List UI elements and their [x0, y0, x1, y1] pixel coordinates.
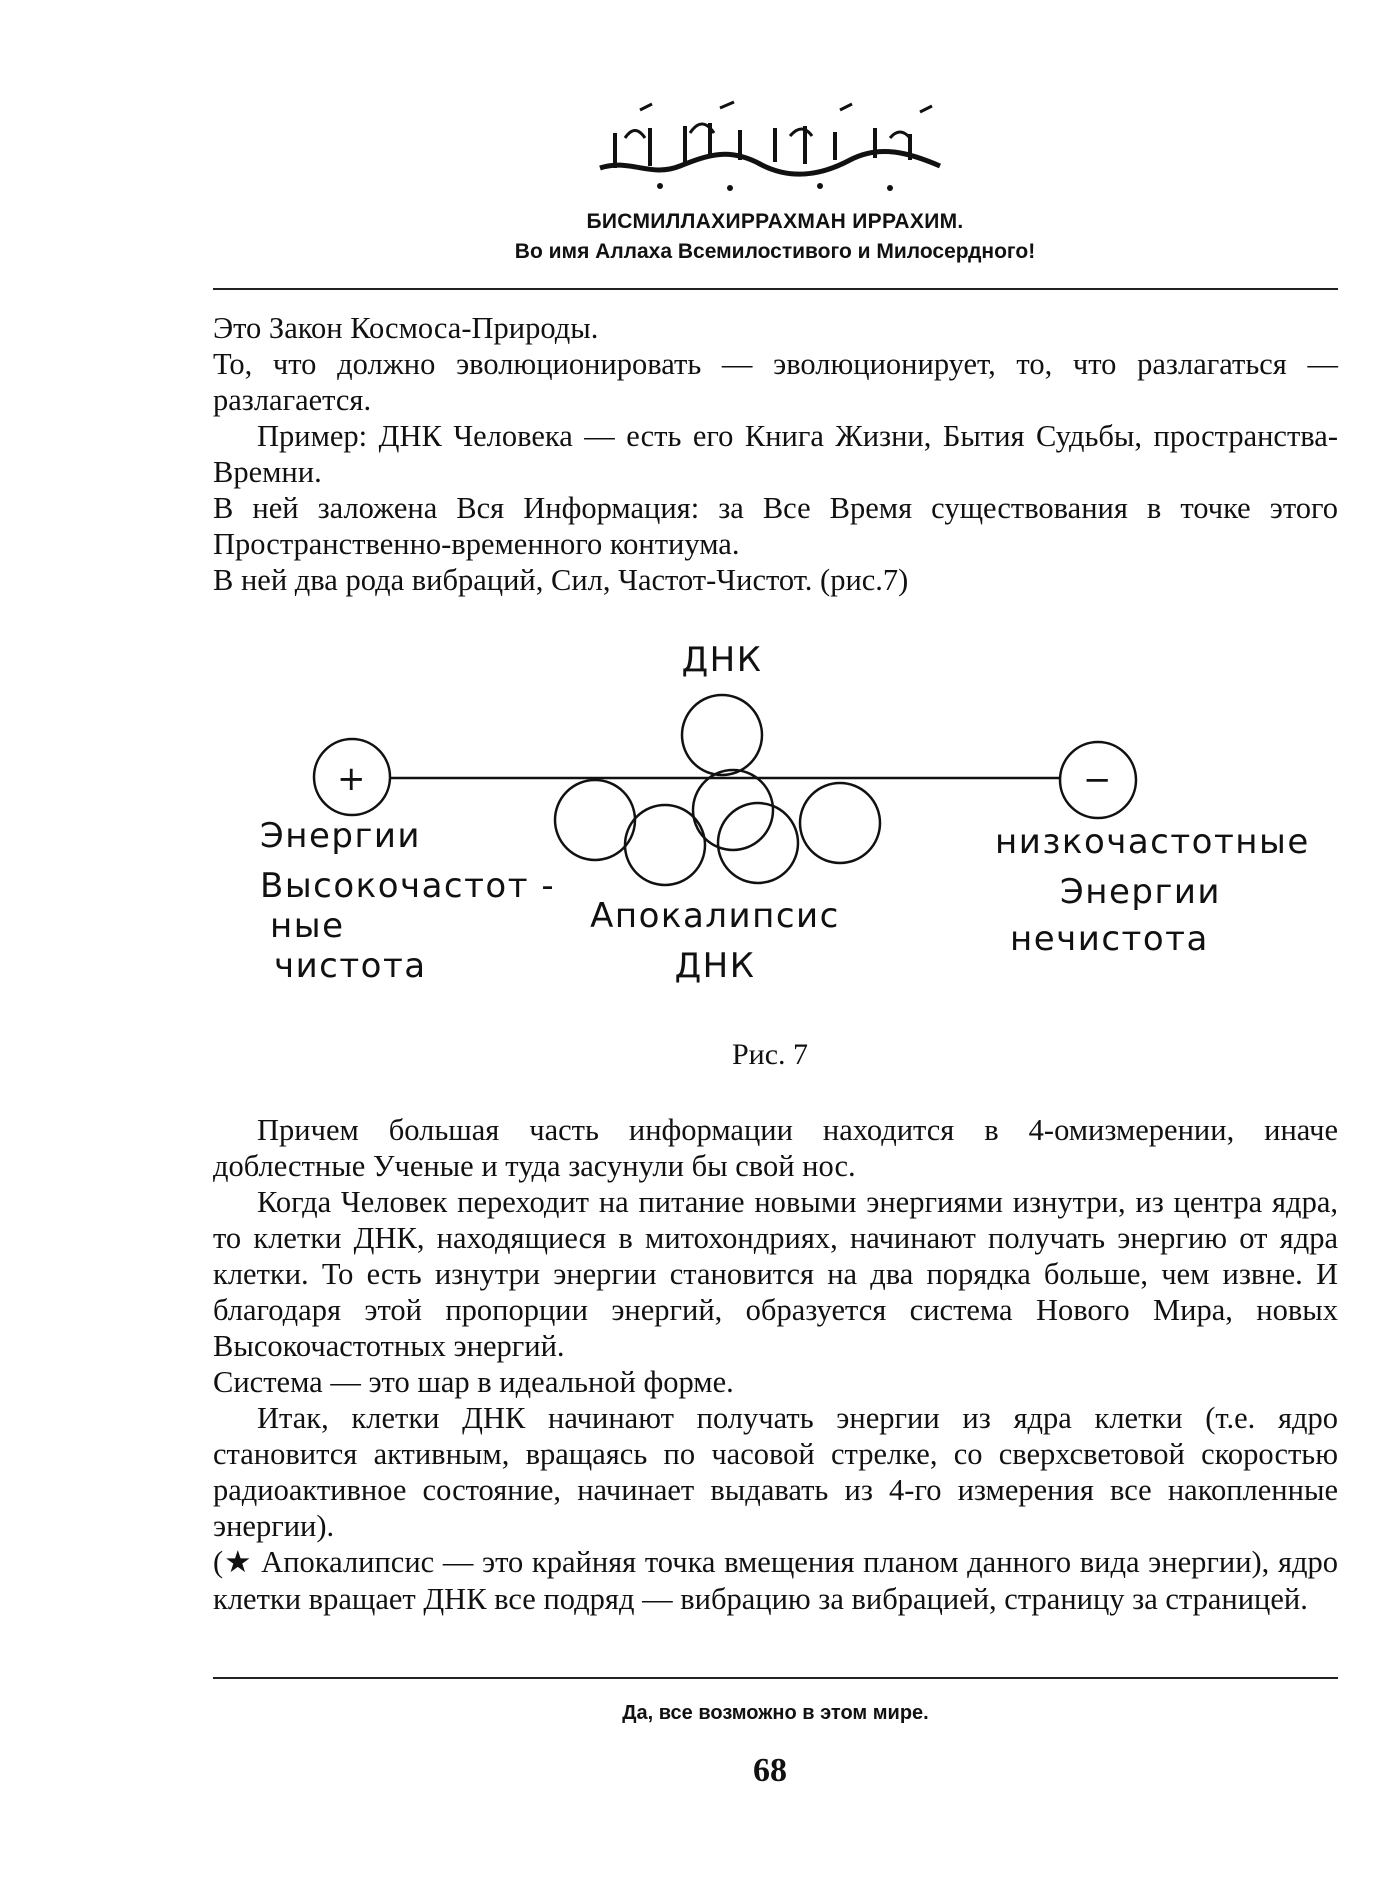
right-label-line: нечистота — [1010, 919, 1209, 959]
dna-circle — [800, 783, 880, 863]
dna-circle — [682, 695, 762, 775]
star-icon: ★ — [223, 1545, 253, 1580]
right-label-line: Энергии — [1060, 872, 1222, 912]
dna-circle — [693, 770, 773, 850]
paragraph: Итак, клетки ДНК начинают получать энергии из ядра клетки (т.е. ядро становится активным, вращаясь по часовой стрелке, со сверхсветовой скоростью радиоактивное состояние, начинает выдавать из 4-го измерения все накопленные энергии). — [213, 1401, 1338, 1543]
left-label-line: Высокочастот - — [260, 866, 556, 906]
figure-caption: Рис. 7 — [731, 1038, 809, 1071]
footer-motto: Да, все возможно в этом мире. — [622, 1702, 929, 1724]
center-label-line: ДНК — [674, 946, 756, 986]
page-number: 68 — [753, 1752, 787, 1789]
body-text-top — [213, 310, 1338, 598]
page-header-subtitle: Во имя Аллаха Всемилостивого и Милосердного! — [514, 240, 1036, 263]
dna-circle — [555, 780, 635, 860]
paragraph-text: Апокалипсис — это крайняя точка вмещения планом данного вида энергии), ядро клетки вращает ДНК все подряд — вибрацию за вибрацией, страницу за страницей. — [213, 1545, 1338, 1616]
paragraph: Система — это шар в идеальной форме. — [213, 1365, 734, 1399]
center-label-line: Апокалипсис — [590, 896, 840, 936]
paragraph: Пример: ДНК Человека — есть его Книга Жизни, Бытия Судьбы, пространства-Времни. — [213, 419, 1338, 489]
minus-symbol: − — [1083, 760, 1113, 800]
open-paren: ( — [213, 1545, 224, 1579]
dna-diagram — [240, 625, 1340, 1005]
body-text-bottom — [213, 1112, 1338, 1617]
header-divider — [213, 288, 1338, 290]
paragraph: В ней заложена Вся Информация: за Все Время существования в точке этого Пространственно-временного контиума. — [213, 491, 1338, 561]
basmala-calligraphy — [590, 98, 950, 198]
footer-divider — [213, 1677, 1338, 1679]
paragraph: Причем большая часть информации находится в 4-омизмерении, иначе доблестные Ученые и туда засунули бы свой нос. — [213, 1113, 1338, 1183]
left-label-line: чистота — [274, 946, 427, 986]
paragraph: В ней два рода вибраций, Сил, Частот-Чистот. (рис.7) — [213, 563, 909, 597]
page-header-title: БИСМИЛЛАХИРРАХМАН ИРРАХИМ. — [586, 210, 964, 233]
left-label-line: ные — [270, 906, 345, 946]
dna-circle — [718, 803, 798, 883]
paragraph: То, что должно эволюционировать — эволюционирует, то, что разлагаться — разлагается. — [213, 347, 1338, 417]
paragraph — [213, 1544, 1338, 1617]
paragraph: Когда Человек переходит на питание новыми энергиями изнутри, из центра ядра, то клетки ДНК, находящиеся в митохондриях, начинают получать энергию от ядра клетки. То есть изнутри энергии становится на два порядка больше, чем извне. И благодаря этой пропорции энергий, образуется система Нового Мира, новых Высокочастотных энергий. — [213, 1185, 1338, 1363]
dna-top-label: ДНК — [681, 640, 763, 680]
right-label-line: низкочастотные — [995, 822, 1310, 862]
plus-symbol: + — [337, 759, 367, 799]
left-label-line: Энергии — [260, 816, 422, 856]
paragraph: Это Закон Космоса-Природы. — [213, 311, 599, 345]
